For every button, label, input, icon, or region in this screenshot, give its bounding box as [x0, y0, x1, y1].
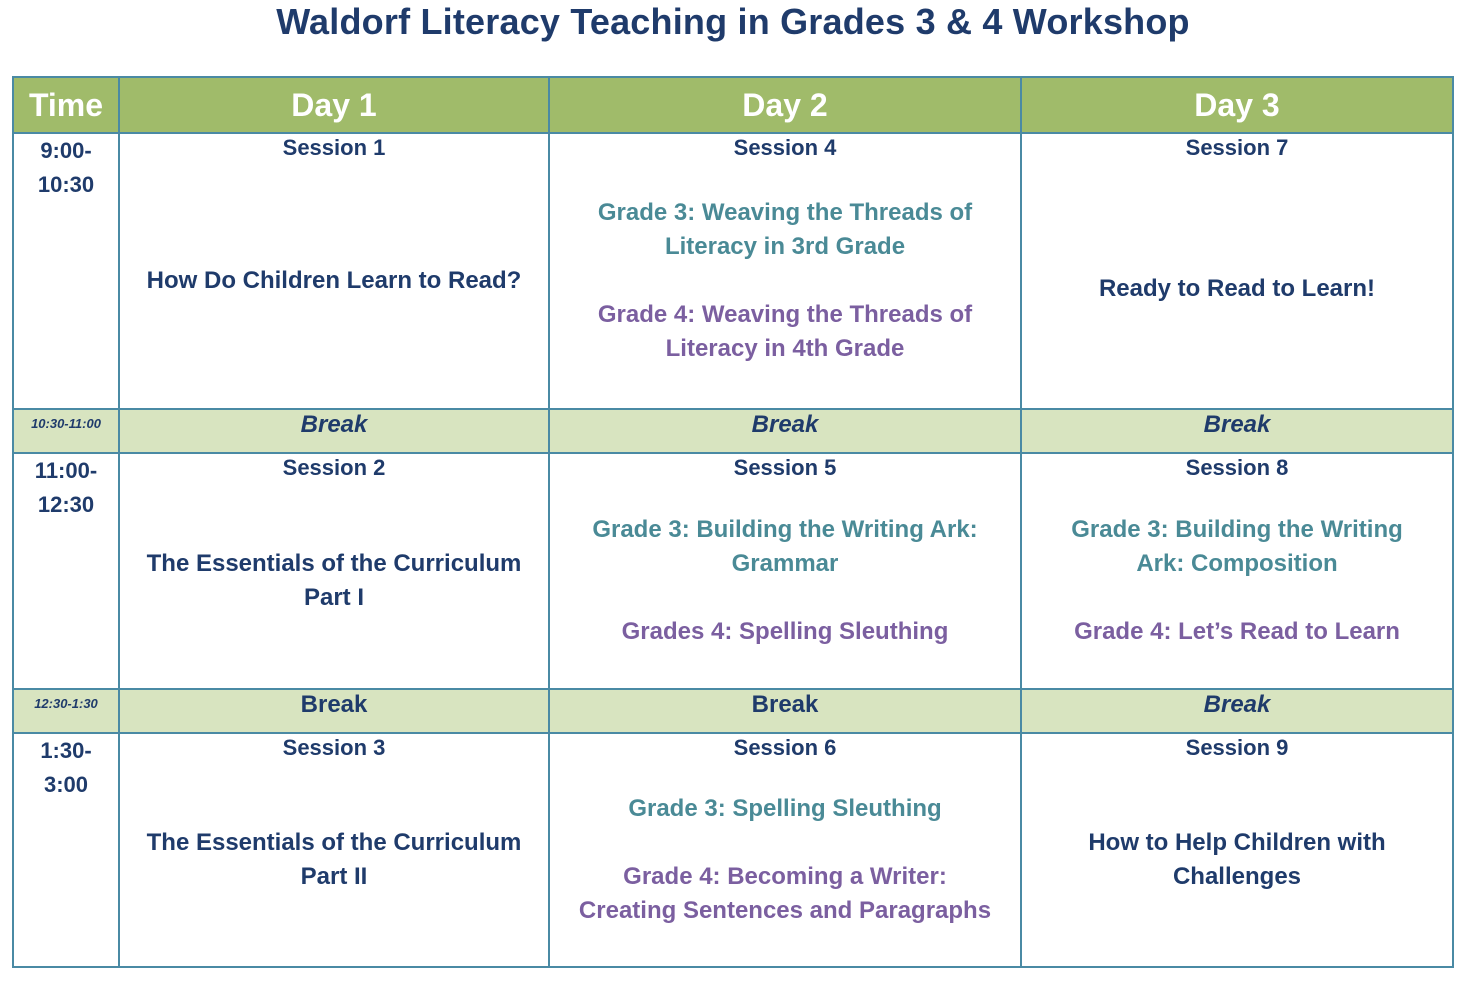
schedule-table: [12, 76, 1454, 968]
break-label: Break: [1203, 411, 1271, 438]
session-title: Ready to Read to Learn!: [1098, 275, 1376, 302]
table-row-midday: [13, 453, 1453, 689]
grade-3-line: Literacy in 3rd Grade: [664, 233, 906, 260]
break-time: 12:30-1:30: [13, 689, 119, 733]
session-title: The Essentials of the Curriculum: [146, 829, 522, 856]
session-cell-1: [119, 133, 549, 409]
time-end: 10:30: [37, 172, 95, 197]
session-label: Session 3: [282, 735, 386, 760]
session-title: Part I: [303, 584, 365, 611]
break-cell: [119, 689, 549, 733]
session-label: Session 6: [733, 735, 837, 760]
time-start: 9:00-: [40, 138, 92, 163]
grade-3-line: Grade 3: Weaving the Threads of: [597, 199, 973, 226]
grade-4-line: Grade 4: Weaving the Threads of: [597, 301, 973, 328]
break-label: Break: [300, 411, 368, 438]
time-cell-afternoon: [13, 733, 119, 967]
table-row-break-1: [13, 409, 1453, 453]
session-label: Session 5: [733, 455, 837, 480]
session-label: Session 1: [282, 135, 386, 160]
break-cell: [549, 409, 1021, 453]
grade-3-line: Ark: Composition: [1136, 550, 1338, 577]
session-label: Session 2: [282, 455, 386, 480]
session-label: Session 9: [1185, 735, 1289, 760]
session-label: Session 4: [733, 135, 837, 160]
session-cell-4: [549, 133, 1021, 409]
grade-4-line: Grade 4: Let’s Read to Learn: [1074, 618, 1400, 645]
time-cell-morning: [13, 133, 119, 409]
break-label: Break: [300, 691, 368, 718]
session-cell-8: [1021, 453, 1453, 689]
grade-4-line: Grade 4: Becoming a Writer:: [623, 863, 947, 890]
header-day-1: Day 1: [119, 77, 549, 133]
session-title: Part II: [300, 863, 368, 890]
grade-3-line: Grammar: [731, 550, 839, 577]
session-cell-6: [549, 733, 1021, 967]
table-row-break-2: [13, 689, 1453, 733]
grade-4-line: Grades 4: Spelling Sleuthing: [621, 618, 949, 645]
break-time: 10:30-11:00: [13, 409, 119, 453]
break-cell: [1021, 409, 1453, 453]
header-row: [13, 77, 1453, 133]
table-row-afternoon: [13, 733, 1453, 967]
break-label: Break: [751, 411, 819, 438]
session-title: How Do Children Learn to Read?: [146, 267, 522, 294]
session-cell-7: [1021, 133, 1453, 409]
session-title: Challenges: [1172, 863, 1302, 890]
session-title: The Essentials of the Curriculum: [146, 550, 522, 577]
grade-3-line: Grade 3: Building the Writing: [1071, 516, 1403, 543]
break-cell: [1021, 689, 1453, 733]
header-day-2: Day 2: [549, 77, 1021, 133]
time-end: 3:00: [43, 772, 89, 797]
session-cell-3: [119, 733, 549, 967]
grade-4-line: Creating Sentences and Paragraphs: [578, 897, 992, 924]
break-cell: [119, 409, 549, 453]
break-label: Break: [1203, 691, 1271, 718]
session-label: Session 7: [1185, 135, 1289, 160]
session-cell-5: [549, 453, 1021, 689]
page-title: Waldorf Literacy Teaching in Grades 3 & 4 Workshop: [276, 1, 1190, 42]
grade-4-line: Literacy in 4th Grade: [665, 335, 905, 362]
session-cell-9: [1021, 733, 1453, 967]
time-cell-midday: [13, 453, 119, 689]
grade-3-line: Grade 3: Spelling Sleuthing: [628, 795, 942, 822]
session-label: Session 8: [1185, 455, 1289, 480]
session-cell-2: [119, 453, 549, 689]
time-end: 12:30: [37, 492, 95, 517]
break-cell: [549, 689, 1021, 733]
time-start: 11:00-: [34, 458, 98, 483]
break-label: Break: [751, 691, 819, 718]
table-row-morning: [13, 133, 1453, 409]
session-title: How to Help Children with: [1088, 829, 1386, 856]
header-day-3: Day 3: [1021, 77, 1453, 133]
time-start: 1:30-: [40, 738, 92, 763]
header-time: Time: [13, 77, 119, 133]
grade-3-line: Grade 3: Building the Writing Ark:: [592, 516, 978, 543]
